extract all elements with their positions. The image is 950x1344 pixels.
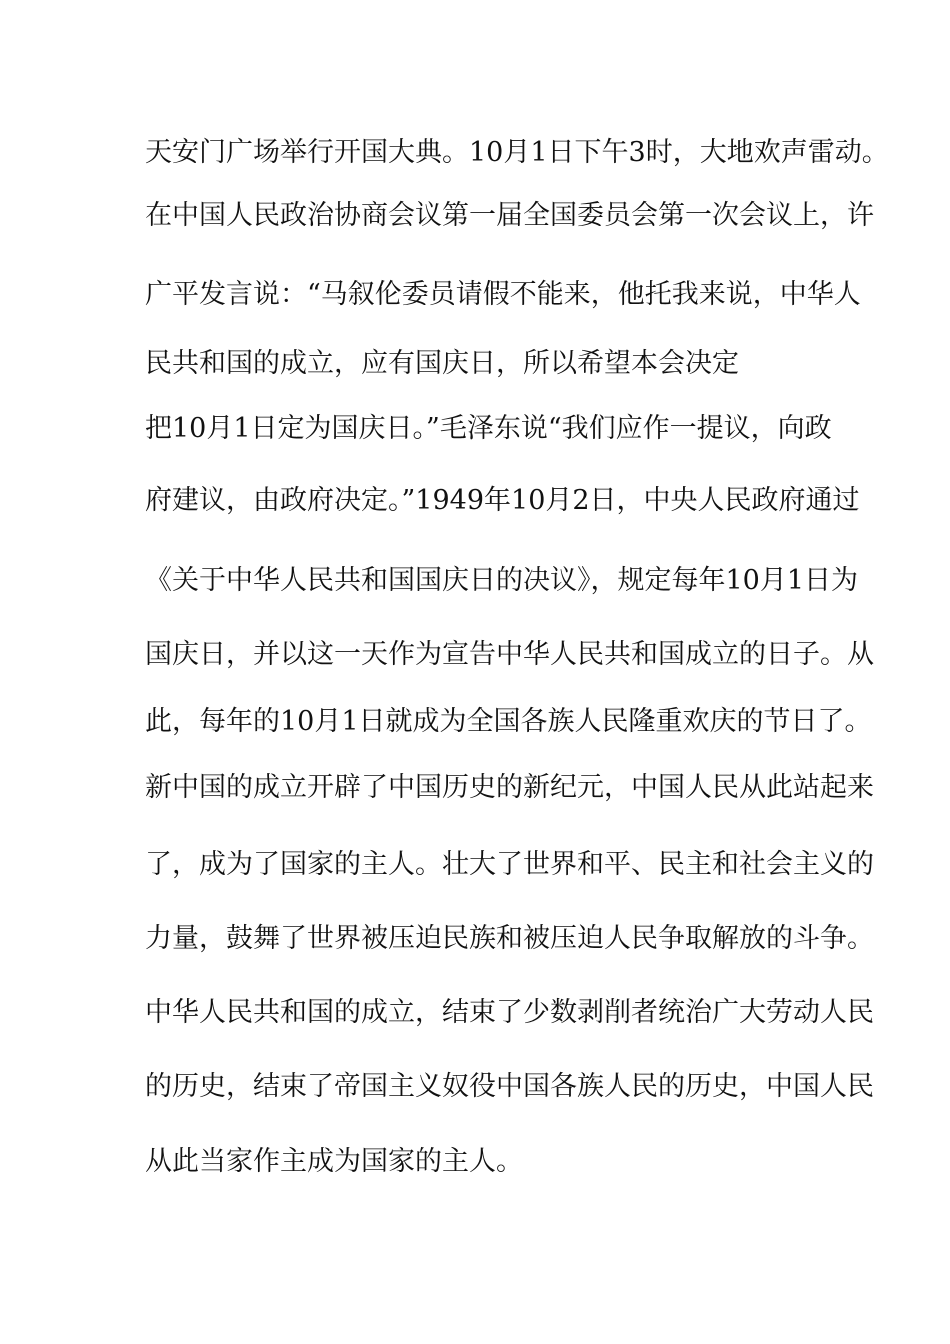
text-line-8: 国庆日，并以这一天作为宣告中华人民共和国成立的日子。从: [145, 639, 874, 670]
text-line-1: 天安门广场举行开国大典。10月1日下午3时，大地欢声雷动。: [145, 137, 889, 168]
text-line-5: 把10月1日定为国庆日。”毛泽东说“我们应作一提议，向政: [145, 413, 832, 444]
text-line-12: 力量，鼓舞了世界被压迫民族和被压迫人民争取解放的斗争。: [145, 923, 874, 954]
text-line-10: 新中国的成立开辟了中国历史的新纪元，中国人民从此站起来: [145, 772, 874, 803]
text-line-6: 府建议，由政府决定。”1949年10月2日，中央人民政府通过: [145, 485, 860, 516]
text-line-11: 了，成为了国家的主人。壮大了世界和平、民主和社会主义的: [145, 849, 874, 880]
text-line-4: 民共和国的成立，应有国庆日，所以希望本会决定: [145, 348, 739, 379]
text-line-9: 此，每年的10月1日就成为全国各族人民隆重欢庆的节日了。: [145, 706, 872, 737]
text-line-14: 的历史，结束了帝国主义奴役中国各族人民的历史，中国人民: [145, 1071, 874, 1102]
text-line-3: 广平发言说：“马叙伦委员请假不能来，他托我来说，中华人: [145, 279, 861, 310]
text-line-7: 《关于中华人民共和国国庆日的决议》，规定每年10月1日为: [145, 565, 859, 596]
text-line-2: 在中国人民政治协商会议第一届全国委员会第一次会议上，许: [145, 200, 874, 231]
text-line-13: 中华人民共和国的成立，结束了少数剥削者统治广大劳动人民: [145, 997, 874, 1028]
text-line-15: 从此当家作主成为国家的主人。: [145, 1146, 523, 1177]
